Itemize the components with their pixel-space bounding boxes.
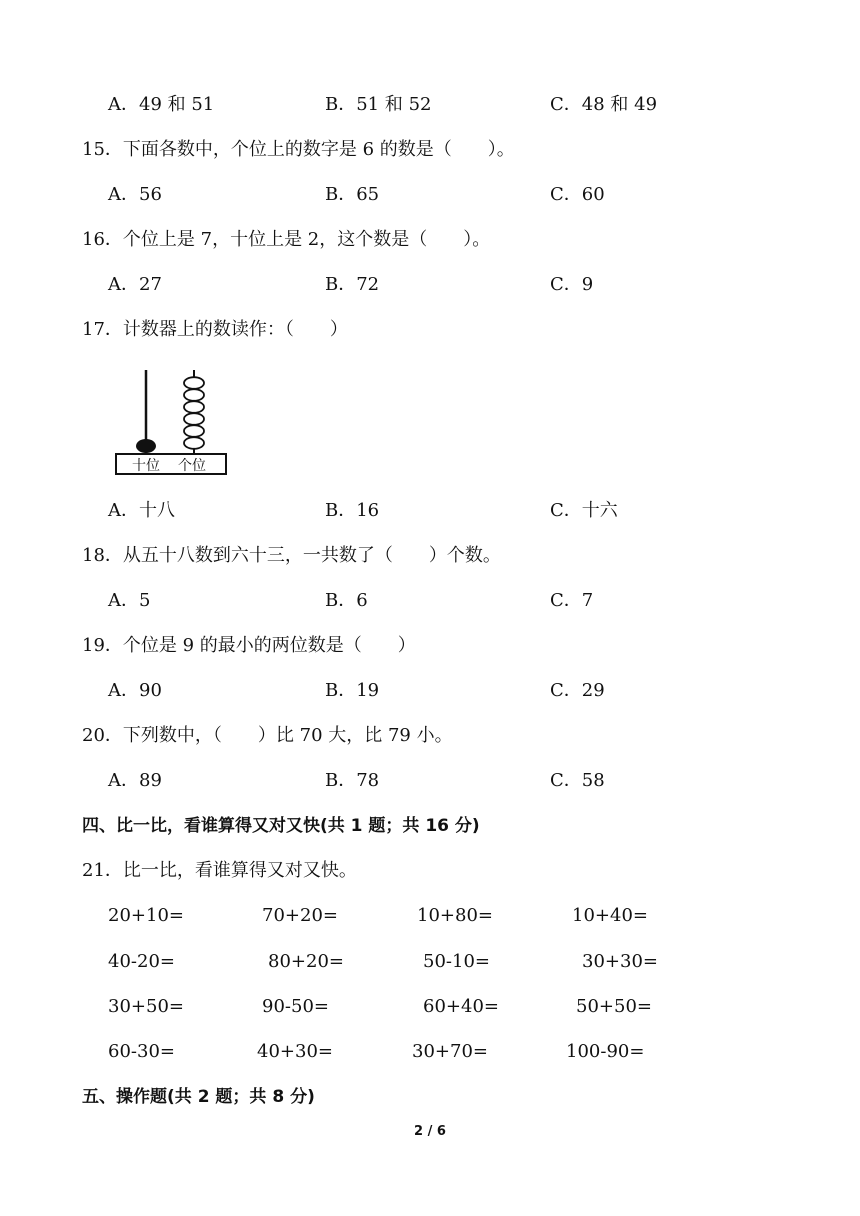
q21-text: 21．比一比，看谁算得又对又快。 [82,860,357,881]
q20-option-a: A．89 [108,770,162,791]
q14-option-c: C．48 和 49 [550,94,658,115]
q19-option-b: B．19 [325,680,380,701]
q15-option-c: C．60 [550,184,605,205]
q21-item: 30+70= [412,1041,488,1062]
q20-option-b: B．78 [325,770,380,791]
q19-option-c: C．29 [550,680,605,701]
q18-text: 18．从五十八数到六十三，一共数了（ ）个数。 [82,545,501,566]
q16-option-b: B．72 [325,274,380,295]
q21-item: 100-90= [566,1041,645,1062]
q16-option-a: A．27 [108,274,162,295]
q21-item: 10+40= [572,905,648,926]
q14-option-a: A．49 和 51 [108,94,215,115]
ones-bead [184,389,204,401]
q15-text: 15．下面各数中，个位上的数字是 6 的数是（ ）。 [82,139,515,160]
q21-item: 60-30= [108,1041,175,1062]
q21-item: 60+40= [423,996,499,1017]
q16-option-c: C．9 [550,274,594,295]
q21-item: 30+50= [108,996,184,1017]
section-5-title: 五、操作题(共 2 题；共 8 分) [82,1087,315,1107]
ones-bead [184,377,204,389]
q17-option-a: A．十八 [108,500,175,521]
q21-item: 40+30= [257,1041,333,1062]
tens-bead [136,439,156,453]
q15-option-b: B．65 [325,184,380,205]
q21-item: 50+50= [576,996,652,1017]
q19-text: 19．个位是 9 的最小的两位数是（ ） [82,635,416,656]
q21-item: 50-10= [423,951,490,972]
q17-text: 17．计数器上的数读作：（ ） [82,319,348,340]
ones-bead [184,413,204,425]
ones-label: 个位 [178,458,206,474]
ones-bead [184,437,204,449]
q20-option-c: C．58 [550,770,605,791]
ones-bead [184,425,204,437]
q21-item: 80+20= [268,951,344,972]
section-4-title: 四、比一比，看谁算得又对又快(共 1 题；共 16 分) [82,816,480,836]
q21-item: 90-50= [262,996,329,1017]
q18-option-c: C．7 [550,590,594,611]
q19-option-a: A．90 [108,680,162,701]
q21-item: 30+30= [582,951,658,972]
q15-option-a: A．56 [108,184,162,205]
q18-option-b: B．6 [325,590,368,611]
q18-option-a: A．5 [108,590,151,611]
abacus-figure [114,366,230,478]
q20-text: 20．下列数中，（ ）比 70 大，比 79 小。 [82,725,453,746]
q21-item: 40-20= [108,951,175,972]
ones-bead [184,401,204,413]
q21-item: 10+80= [417,905,493,926]
ones-beads [184,377,204,449]
q17-option-b: B．16 [325,500,380,521]
q17-option-c: C．十六 [550,500,618,521]
page-number: 2 / 6 [414,1124,446,1139]
q21-item: 70+20= [262,905,338,926]
q21-item: 20+10= [108,905,184,926]
tens-label: 十位 [132,458,160,474]
q14-option-b: B．51 和 52 [325,94,432,115]
q16-text: 16．个位上是 7，十位上是 2，这个数是（ ）。 [82,229,491,250]
